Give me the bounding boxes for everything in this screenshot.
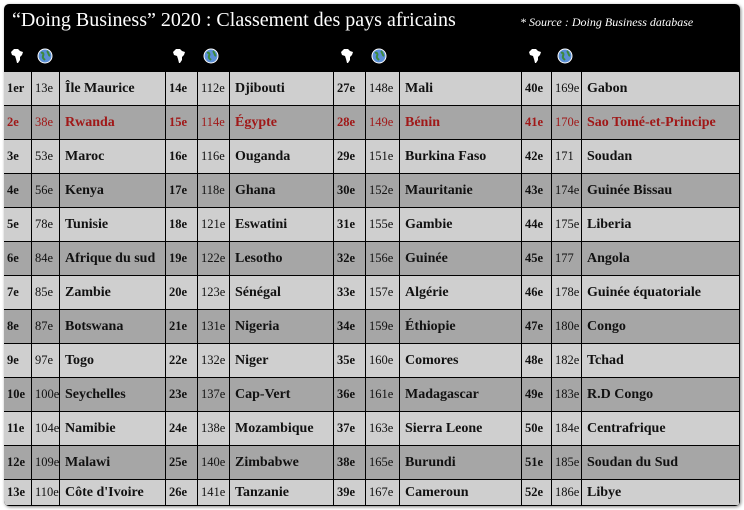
world-rank-cell: 157e xyxy=(366,276,399,309)
africa-rank-cell: 9e xyxy=(4,344,31,377)
country-name-cell: Burkina Faso xyxy=(400,140,521,173)
country-name-cell: Mali xyxy=(400,72,521,105)
world-rank-cell: 100e xyxy=(32,378,59,411)
africa-rank-icon xyxy=(527,48,543,64)
source-note: * Source : Doing Business database xyxy=(520,15,694,29)
africa-rank-cell: 21e xyxy=(166,310,197,343)
world-rank-cell: 151e xyxy=(366,140,399,173)
country-name-cell: Égypte xyxy=(230,106,333,139)
africa-rank-cell: 42e xyxy=(522,140,551,173)
globe-icon xyxy=(371,48,387,64)
country-name-cell: Congo xyxy=(582,310,739,343)
country-name-cell: Mauritanie xyxy=(400,174,521,207)
country-name-cell: Mozambique xyxy=(230,412,333,445)
africa-rank-cell: 39e xyxy=(334,480,365,505)
africa-rank-cell: 37e xyxy=(334,412,365,445)
world-rank-cell: 13e xyxy=(32,72,59,105)
table-row xyxy=(4,310,740,344)
country-name-cell: Sao Tomé-et-Principe xyxy=(582,106,739,139)
country-name-cell: Maroc xyxy=(60,140,165,173)
africa-rank-cell: 47e xyxy=(522,310,551,343)
world-rank-cell: 122e xyxy=(198,242,229,275)
world-rank-cell: 182e xyxy=(552,344,581,377)
africa-rank-cell: 12e xyxy=(4,446,31,479)
world-rank-cell: 78e xyxy=(32,208,59,241)
africa-rank-cell: 17e xyxy=(166,174,197,207)
world-rank-cell: 152e xyxy=(366,174,399,207)
country-name-cell: Comores xyxy=(400,344,521,377)
country-name-cell: Côte d'Ivoire xyxy=(60,480,165,505)
table-row xyxy=(4,140,740,174)
africa-rank-cell: 25e xyxy=(166,446,197,479)
world-rank-cell: 123e xyxy=(198,276,229,309)
africa-rank-icon xyxy=(171,48,187,64)
country-name-cell: R.D Congo xyxy=(582,378,739,411)
world-rank-cell: 114e xyxy=(198,106,229,139)
africa-rank-cell: 36e xyxy=(334,378,365,411)
table-row xyxy=(4,106,740,140)
africa-rank-cell: 44e xyxy=(522,208,551,241)
country-name-cell: Île Maurice xyxy=(60,72,165,105)
country-name-cell: Malawi xyxy=(60,446,165,479)
world-rank-cell: 132e xyxy=(198,344,229,377)
country-name-cell: Guinée équatoriale xyxy=(582,276,739,309)
world-rank-cell: 38e xyxy=(32,106,59,139)
country-name-cell: Ghana xyxy=(230,174,333,207)
world-rank-cell: 56e xyxy=(32,174,59,207)
africa-rank-cell: 48e xyxy=(522,344,551,377)
country-name-cell: Soudan du Sud xyxy=(582,446,739,479)
country-name-cell: Guinée xyxy=(400,242,521,275)
africa-rank-cell: 29e xyxy=(334,140,365,173)
world-rank-cell: 177 xyxy=(552,242,581,275)
world-rank-cell: 149e xyxy=(366,106,399,139)
country-name-cell: Zambie xyxy=(60,276,165,309)
africa-rank-cell: 20e xyxy=(166,276,197,309)
country-name-cell: Cap-Vert xyxy=(230,378,333,411)
world-rank-cell: 165e xyxy=(366,446,399,479)
world-rank-cell: 160e xyxy=(366,344,399,377)
africa-rank-cell: 3e xyxy=(4,140,31,173)
africa-rank-cell: 51e xyxy=(522,446,551,479)
country-name-cell: Guinée Bissau xyxy=(582,174,739,207)
africa-rank-cell: 30e xyxy=(334,174,365,207)
country-name-cell: Sierra Leone xyxy=(400,412,521,445)
world-rank-cell: 110e xyxy=(32,480,59,505)
africa-rank-cell: 19e xyxy=(166,242,197,275)
africa-rank-cell: 1er xyxy=(4,72,31,105)
table-row xyxy=(4,344,740,378)
world-rank-cell: 178e xyxy=(552,276,581,309)
world-rank-cell: 140e xyxy=(198,446,229,479)
africa-rank-cell: 27e xyxy=(334,72,365,105)
country-name-cell: Kenya xyxy=(60,174,165,207)
table-row xyxy=(4,276,740,310)
country-name-cell: Ouganda xyxy=(230,140,333,173)
table-row xyxy=(4,174,740,208)
table-row xyxy=(4,378,740,412)
country-name-cell: Sénégal xyxy=(230,276,333,309)
africa-rank-cell: 16e xyxy=(166,140,197,173)
africa-rank-cell: 22e xyxy=(166,344,197,377)
country-name-cell: Tanzanie xyxy=(230,480,333,505)
world-rank-cell: 84e xyxy=(32,242,59,275)
world-rank-cell: 159e xyxy=(366,310,399,343)
country-name-cell: Liberia xyxy=(582,208,739,241)
world-rank-cell: 87e xyxy=(32,310,59,343)
table-row xyxy=(4,242,740,276)
world-rank-cell: 163e xyxy=(366,412,399,445)
africa-rank-cell: 15e xyxy=(166,106,197,139)
world-rank-cell: 53e xyxy=(32,140,59,173)
world-rank-cell: 118e xyxy=(198,174,229,207)
africa-rank-cell: 18e xyxy=(166,208,197,241)
globe-icon xyxy=(557,48,573,64)
country-name-cell: Libye xyxy=(582,480,739,505)
country-name-cell: Lesotho xyxy=(230,242,333,275)
world-rank-cell: 109e xyxy=(32,446,59,479)
world-rank-cell: 97e xyxy=(32,344,59,377)
world-rank-cell: 161e xyxy=(366,378,399,411)
africa-rank-cell: 41e xyxy=(522,106,551,139)
country-name-cell: Tchad xyxy=(582,344,739,377)
world-rank-cell: 155e xyxy=(366,208,399,241)
africa-rank-cell: 40e xyxy=(522,72,551,105)
world-rank-cell: 116e xyxy=(198,140,229,173)
world-rank-cell: 170e xyxy=(552,106,581,139)
africa-rank-cell: 31e xyxy=(334,208,365,241)
world-rank-cell: 171 xyxy=(552,140,581,173)
country-name-cell: Seychelles xyxy=(60,378,165,411)
country-name-cell: Cameroun xyxy=(400,480,521,505)
world-rank-cell: 85e xyxy=(32,276,59,309)
africa-rank-cell: 34e xyxy=(334,310,365,343)
africa-rank-cell: 4e xyxy=(4,174,31,207)
country-name-cell: Madagascar xyxy=(400,378,521,411)
africa-rank-cell: 14e xyxy=(166,72,197,105)
world-rank-cell: 186e xyxy=(552,480,581,505)
world-rank-cell: 169e xyxy=(552,72,581,105)
africa-rank-cell: 33e xyxy=(334,276,365,309)
africa-rank-cell: 32e xyxy=(334,242,365,275)
africa-rank-cell: 49e xyxy=(522,378,551,411)
country-name-cell: Algérie xyxy=(400,276,521,309)
country-name-cell: Burundi xyxy=(400,446,521,479)
africa-rank-cell: 7e xyxy=(4,276,31,309)
country-name-cell: Afrique du sud xyxy=(60,242,165,275)
country-name-cell: Gabon xyxy=(582,72,739,105)
africa-rank-cell: 10e xyxy=(4,378,31,411)
africa-rank-cell: 46e xyxy=(522,276,551,309)
country-name-cell: Angola xyxy=(582,242,739,275)
country-name-cell: Eswatini xyxy=(230,208,333,241)
africa-rank-cell: 13e xyxy=(4,480,31,505)
country-name-cell: Djibouti xyxy=(230,72,333,105)
africa-rank-cell: 26e xyxy=(166,480,197,505)
africa-rank-cell: 50e xyxy=(522,412,551,445)
country-name-cell: Tunisie xyxy=(60,208,165,241)
world-rank-cell: 112e xyxy=(198,72,229,105)
table-row xyxy=(4,480,740,506)
africa-rank-cell: 8e xyxy=(4,310,31,343)
country-name-cell: Nigeria xyxy=(230,310,333,343)
country-name-cell: Togo xyxy=(60,344,165,377)
africa-rank-cell: 5e xyxy=(4,208,31,241)
world-rank-cell: 141e xyxy=(198,480,229,505)
table-title: “Doing Business” 2020 : Classement des pays africains xyxy=(12,9,456,31)
ranking-table-frame xyxy=(4,4,740,506)
world-rank-cell: 167e xyxy=(366,480,399,505)
world-rank-cell: 183e xyxy=(552,378,581,411)
world-rank-cell: 104e xyxy=(32,412,59,445)
africa-rank-cell: 45e xyxy=(522,242,551,275)
africa-rank-cell: 6e xyxy=(4,242,31,275)
country-name-cell: Bénin xyxy=(400,106,521,139)
country-name-cell: Soudan xyxy=(582,140,739,173)
africa-rank-cell: 24e xyxy=(166,412,197,445)
country-name-cell: Namibie xyxy=(60,412,165,445)
country-name-cell: Botswana xyxy=(60,310,165,343)
world-rank-cell: 174e xyxy=(552,174,581,207)
country-name-cell: Rwanda xyxy=(60,106,165,139)
world-rank-cell: 180e xyxy=(552,310,581,343)
world-rank-cell: 156e xyxy=(366,242,399,275)
country-name-cell: Éthiopie xyxy=(400,310,521,343)
africa-rank-cell: 2e xyxy=(4,106,31,139)
africa-rank-cell: 43e xyxy=(522,174,551,207)
globe-icon xyxy=(37,48,53,64)
world-rank-cell: 184e xyxy=(552,412,581,445)
country-name-cell: Centrafrique xyxy=(582,412,739,445)
table-row xyxy=(4,412,740,446)
world-rank-cell: 175e xyxy=(552,208,581,241)
africa-rank-cell: 38e xyxy=(334,446,365,479)
country-name-cell: Gambie xyxy=(400,208,521,241)
world-rank-cell: 138e xyxy=(198,412,229,445)
africa-rank-cell: 35e xyxy=(334,344,365,377)
globe-icon xyxy=(203,48,219,64)
table-row xyxy=(4,208,740,242)
world-rank-cell: 131e xyxy=(198,310,229,343)
country-name-cell: Zimbabwe xyxy=(230,446,333,479)
africa-rank-icon xyxy=(339,48,355,64)
world-rank-cell: 137e xyxy=(198,378,229,411)
africa-rank-cell: 28e xyxy=(334,106,365,139)
country-name-cell: Niger xyxy=(230,344,333,377)
table-row xyxy=(4,446,740,480)
africa-rank-cell: 11e xyxy=(4,412,31,445)
world-rank-cell: 148e xyxy=(366,72,399,105)
table-row xyxy=(4,72,740,106)
africa-rank-cell: 23e xyxy=(166,378,197,411)
africa-rank-cell: 52e xyxy=(522,480,551,505)
africa-rank-icon xyxy=(9,48,25,64)
world-rank-cell: 185e xyxy=(552,446,581,479)
world-rank-cell: 121e xyxy=(198,208,229,241)
